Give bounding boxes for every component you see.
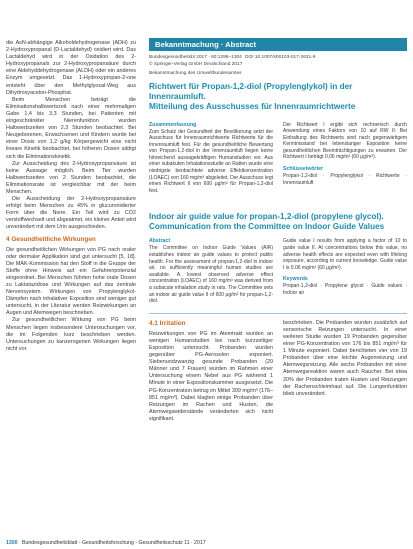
doi: DOI 10.1007/s00103-017-2631-9	[245, 55, 316, 60]
right-column	[149, 38, 407, 423]
abstract-heading: Abstract	[149, 238, 171, 245]
abstract-de	[149, 122, 407, 195]
body-paragraph: Die Ausscheidung der 2-Hydroxypropansäure erfolgt beim Menschen zu 45% in glucuronidierter Form über die Niere. Ein Teil wird zu CO2 verstoffwechselt und abgeatmet, ein kleiner Anteil wird unverändert mit dem Urin ausgeschieden.	[6, 196, 136, 231]
keywords-heading: Keywords	[283, 276, 308, 283]
body-paragraph: die AsN-abhängige Alkoholdehydrogenase (ADH) zu 2-Hydroxypropanal (D-Lactaldehyd) oxidiert wird. Das Lactaldehyd wird in der Oxidation des 2-Hydroxypropanals zur 2-Hydroxypropansäure durch eine Aldehyddehydrogenase (ALDH) oder ein anderes Enzym umgesetzt. Das 1-Hydroxypropan-2-one entsteht über den Methylglyoxal-Weg aus Dihydroxyaceton-Phosphat.	[6, 40, 136, 96]
abstract-text: The Committee on Indoor Guide Values (AIR) establishes indoor air guide values to protect public health. For the assessment of propan-1,2-diol in indoor air, no sufficiently meaningful human studies are available. A lowest observed adverse effect concentration (LOAEC) of 160 mg/m³ was derived from a subacute inhalation study in rats. The Committee sets an indoor air guide value II of 600 μg/m³ for propan-1,2-diol.	[149, 245, 273, 305]
body-paragraph: Zur Ausscheidung des 2-Hydroxypropansäure ist keine Aussage möglich. Beim Tier wurden Halbwertszeiten von 2 Stunden beobachtet, die Eliminationsrate ist vergleichbar mit der beim Menschen.	[6, 160, 136, 195]
body-paragraph: Zur gesundheitlichen Wirkung von PG beim Menschen liegen insbesondere Untersuchungen vor, die im Folgenden kurz beschrieben werden. Untersuchungen zu kanzerogenen Wirkungen liegen nicht vor.	[6, 317, 136, 352]
article-meta	[149, 55, 407, 78]
body-paragraph: Die gesundheitlichen Wirkungen von PG nach oraler oder dermaler Applikation sind gut untersucht [5, 18]. Die MAK-Kommission hat den Stoff in die Gruppe der Stoffe ohne Hinweis auf ein Gefahrenpotenzial eingeordnet. Bei Menschen führten hohe orale Dosen zu Laktatazidose und Wirkungen auf das zentrale Nervensystem. Wirkungen von Propylenglykol-Dämpfen nach inhalativer Exposition sind weniger gut untersucht, in der Literatur werden Reizwirkungen an Augen und Atemwegen beschrieben.	[6, 246, 136, 317]
page-number: 1300	[6, 540, 18, 546]
abstract-en	[149, 238, 407, 304]
page-footer	[6, 540, 406, 546]
article-title-en: Indoor air guide value for propan-1,2-diol (propylene glycol).	[149, 212, 384, 222]
keywords-text: Propan-1,2-diol · Propylenglykol · Richtwerte · Innenraumluft	[283, 173, 407, 186]
article-title-de: Richtwert für Propan-1,2-diol (Propylenglykol) in der Innenraumluft.	[149, 81, 353, 101]
body-paragraph: Reizwirkungen von PG im Atemtrakt wurden an wenigen Humanstudien bei nach kurzzeitiger Exposition untersucht. Probanden wurden gegenüber PG-Aerosolen exponiert. Siebenundzwanzig gesunde Probanden (20 Männer und 7 Frauen) wurden im Rahmen einer Untersuchung einem Nebel aus PG während 1 Minute in einer Expositionskammer ausgesetzt. Die PG-Konzentration betrug im Mittel 309 mg/m³ (176–851 mg/m³). Dabei klagten einige Probanden über Reizungen im Rachen und Husten, die Atemwegswiderstände veränderten sich nicht signifikant.	[149, 330, 273, 422]
keywords-heading: Schlüsselwörter	[283, 166, 324, 173]
article-subtitle-de: Mitteilung des Ausschusses für Innenraumrichtwerte	[149, 101, 356, 111]
notice-line: Bekanntmachung des Umweltbundesamtes	[149, 71, 242, 76]
body-text	[149, 320, 407, 423]
journal-citation: Bundesgesundheitsbl 2017 · 60:1298–1304	[149, 55, 242, 60]
body-paragraph: beschrieben. Die Probanden wurden zusätzlich auf sensorische Reizungen untersucht. In einer weiteren Studie wurden 19 Probanden gegenüber einer PG-Konzentration von 176 bis 851 mg/m³ für 1 Minute exponiert. Dabei berichteten vier von 19 Probanden über eine leichte Augenreizung und Atemwegsreizung. Alle sechs Probanden mit einer Atemwegsreaktion waren auch Raucher. Bei etwa 20% der Probanden traten Husten und Reizungen der Rachenschleimhaut auf. Die Lungenfunktion blieb unverändert.	[283, 319, 407, 397]
divider	[149, 313, 407, 314]
summary-text: Der Richtwert I ergibt sich rechnerisch durch Anwendung eines Faktors von 10 auf RW II: Bei Einhaltung des Richtwerts sind nach gegenwärtigem Kenntnisstand bei lebenslanger Exposition keine gesundheitlichen Beeinträchtigungen zu erwarten. Der Richtwert I beträgt 0,06 mg/m³ (60 μg/m³).	[283, 121, 407, 161]
keywords-text: Propan-1,2-diol · Propylene glycol · Guide values · Indoor air	[283, 283, 407, 296]
footer-journal: Bundesgesundheitsblatt - Gesundheitsforschung - Gesundheitsschutz 11 · 2017	[22, 540, 206, 546]
abstract-text: Guide value I results from applying a factor of 10 to guide value II. At concentrations below this value, no adverse health effects are expected even with lifelong exposure, according to current knowledge. Guide value I is 0.06 mg/m³ (60 μg/m³).	[283, 238, 407, 271]
section-heading: 4 Gesundheitliche Wirkungen	[6, 235, 96, 243]
section-heading: 4.1 Irritation	[149, 319, 186, 327]
body-paragraph: Beim Menschen beträgt die Eliminationshalbwertszeit nach einer mehrmaligen Gabe 1,4 bis 3,3 Stunden, bei Patienten mit eingeschränkter Nierenfunktion wurden Halbwertszeiten von 2,3 Stunden beobachtet. Bei Neugeborenen, Erwachsenen und Kindern wurde bei einer Dosis von 1,2 g/kg Körpergewicht eine nicht lineare Kinetik beobachtet, bei höheren Dosen sättigt sich die Eliminationskinetik.	[6, 96, 136, 160]
summary-text: Zum Schutz der Gesundheit der Bevölkerung setzt der Ausschuss für Innenraumrichtwerte Richtwerte für die Innenraumluft fest. Für die gesundheitliche Bewertung von Propan-1,2-diol in der Innenraumluft liegen keine hinreichend aussagekräftigen Humanstudien vor. Aus einer subakuten Inhalationsstudie an Ratten wurde eine niedrigste beobachtete adverse Effektkonzentration (LOAEC) von 160 mg/m³ abgeleitet. Der Ausschuss legt einen Richtwert II von 600 μg/m³ für Propan-1,2-diol fest.	[149, 128, 273, 194]
abstract-banner: Bekanntmachung · Abstract	[149, 38, 407, 51]
left-column	[6, 40, 136, 353]
summary-heading: Zusammenfassung	[149, 121, 197, 128]
article-subtitle-en: Communication from the Committee on Indoor Guide Values	[149, 222, 385, 232]
publisher-copyright: © Springer-Verlag GmbH Deutschland 2017	[149, 61, 243, 67]
